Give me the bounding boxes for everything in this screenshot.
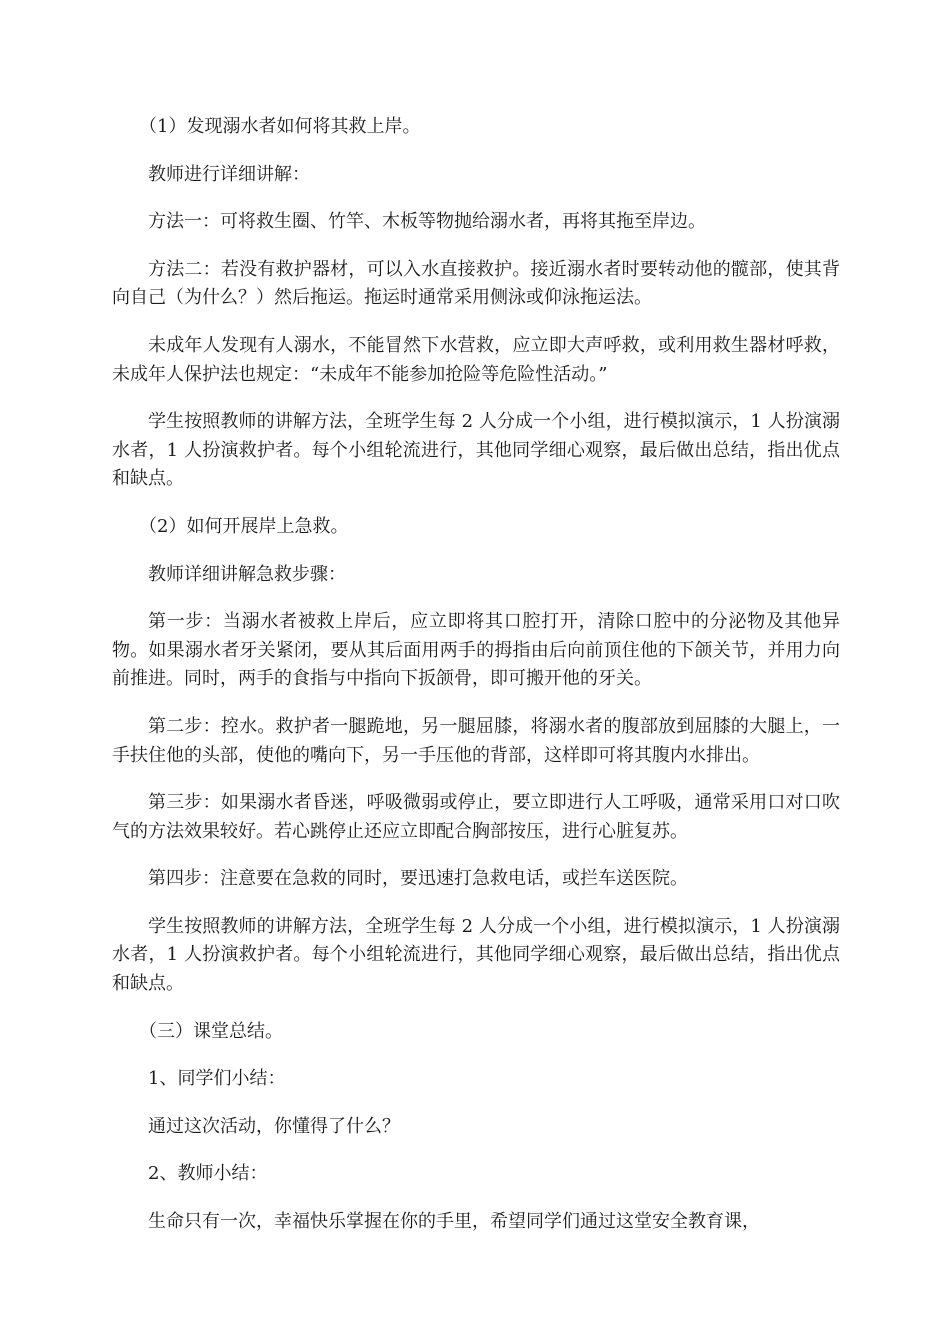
paragraph-teacher-explains: 教师进行详细讲解： <box>148 163 310 185</box>
paragraph-teacher-summary-label: 2、教师小结： <box>148 1163 268 1185</box>
paragraph-student-summary-question: 通过这次活动，你懂得了什么？ <box>148 1115 400 1137</box>
paragraph-method-one: 方法一：可将救生圈、竹竿、木板等物抛给溺水者，再将其拖至岸边。 <box>148 211 706 233</box>
paragraph-first-aid-steps-intro: 教师详细讲解急救步骤： <box>148 563 346 585</box>
paragraph-minor-warning: 未成年人发现有人溺水，不能冒然下水营救，应立即大声呼救，或利用救生器材呼救，未成年人保护法也规定：“未成年不能参加抢险等危险性活动。” <box>112 334 840 385</box>
paragraph-student-summary-label: 1、同学们小结： <box>148 1068 286 1090</box>
paragraph-step-one: 第一步：当溺水者被救上岸后，应立即将其口腔打开，清除口腔中的分泌物及其他异物。如果溺水者牙关紧闭，要从其后面用两手的拇指由后向前顶住他的下颌关节，并用力向前推进。同时，两手的食指与中指向下扳颌骨，即可搬开他的牙关。 <box>112 611 840 690</box>
paragraph-student-practice-2: 学生按照教师的讲解方法，全班学生每 2 人分成一个小组，进行模拟演示，1 人扮演溺水者，1 人扮演救护者。每个小组轮流进行，其他同学细心观察，最后做出总结，指出优点和缺点。 <box>112 915 840 995</box>
paragraph-step-four: 第四步：注意要在急救的同时，要迅速打急救电话，或拦车送医院。 <box>148 868 688 890</box>
paragraph-method-two: 方法二：若没有救护器材，可以入水直接救护。接近溺水者时要转动他的髋部，使其背向自己（为什么？）然后拖运。拖运时通常采用侧泳或仰泳拖运法。 <box>112 258 840 309</box>
section-heading-class-summary: （三）课堂总结。 <box>139 1020 283 1042</box>
document-body <box>112 113 840 1256</box>
paragraph-student-practice-1: 学生按照教师的讲解方法，全班学生每 2 人分成一个小组，进行模拟演示，1 人扮演溺水者，1 人扮演救护者。每个小组轮流进行，其他同学细心观察，最后做出总结，指出优点和缺点。 <box>112 411 840 490</box>
paragraph-teacher-summary-text: 生命只有一次，幸福快乐掌握在你的手里，希望同学们通过这堂安全教育课， <box>148 1211 760 1233</box>
section-heading-shore-first-aid: （2）如何开展岸上急救。 <box>139 515 349 537</box>
section-heading-rescue-to-shore: （1）发现溺水者如何将其救上岸。 <box>139 116 421 137</box>
paragraph-step-two: 第二步：控水。救护者一腿跪地，另一腿屈膝，将溺水者的腹部放到屈膝的大腿上，一手扶住他的头部，使他的嘴向下，另一手压他的背部，这样即可将其腹内水排出。 <box>112 715 840 766</box>
paragraph-step-three: 第三步：如果溺水者昏迷，呼吸微弱或停止，要立即进行人工呼吸，通常采用口对口吹气的方法效果较好。若心跳停止还应立即配合胸部按压，进行心脏复苏。 <box>112 792 840 842</box>
